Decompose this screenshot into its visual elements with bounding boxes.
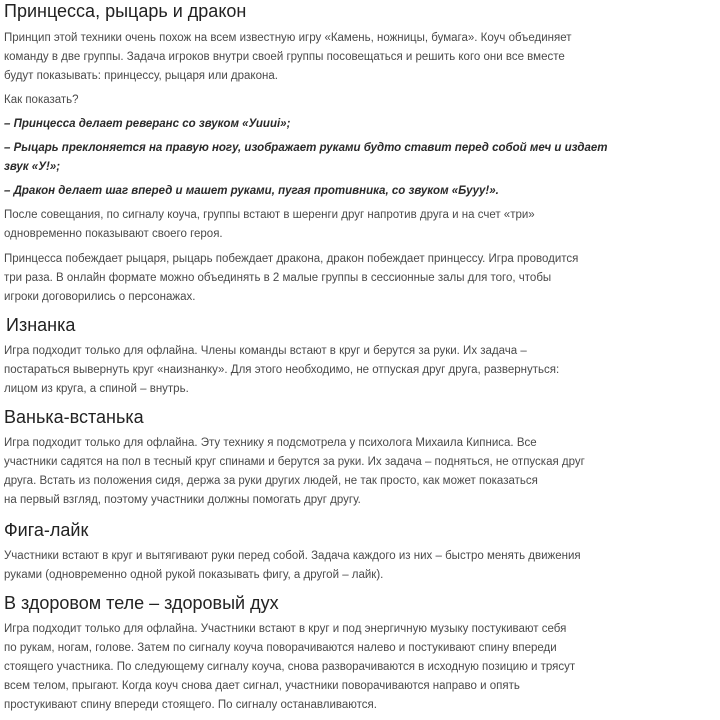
- text-line: – Рыцарь преклоняется на правую ногу, изображает руками будто ставит перед собой меч и издает: [4, 142, 608, 154]
- paragraph-intro: [4, 29, 720, 86]
- text-line: – Дракон делает шаг вперед и машет руками, пугая противника, со звуком «Бууу!».: [4, 185, 499, 197]
- text-line: лицом из круга, а спиной – внутрь.: [4, 383, 189, 395]
- text-line: на первый взгляд, поэтому участники должны помогать друг другу.: [4, 494, 361, 506]
- text-line: Как показать?: [4, 94, 79, 106]
- bullet-dragon: [4, 182, 720, 201]
- paragraph-rules: [4, 250, 720, 307]
- text-line: звук «У!»;: [4, 161, 61, 173]
- text-line: участники садятся на пол в тесный круг спинами и берутся за руки. Их задача – подняться, не отпуская друг: [4, 456, 585, 468]
- text-line: Игра подходит только для офлайна. Участники встают в круг и под энергичную музыку постукивают себя: [4, 623, 567, 635]
- paragraph-fig-like: [4, 547, 720, 585]
- text-line: по рукам, ногам, голове. Затем по сигналу коуча поворачиваются налево и постукивают спину впереди: [4, 642, 557, 654]
- text-line: игроки договорились о персонажах.: [4, 291, 196, 303]
- paragraph-how: [4, 91, 720, 110]
- text-line: стоящего участника. По следующему сигналу коуча, снова разворачиваются в исходную позицию и трясут: [4, 661, 576, 673]
- section-title-princess: Принцесса, рыцарь и дракон: [4, 1, 247, 21]
- section-title-roly-poly: Ванька-встанька: [4, 407, 144, 427]
- bullet-knight: [4, 139, 720, 177]
- paragraph-signal: [4, 206, 720, 244]
- text-line: команду в две группы. Задача игроков внутри своей группы посовещаться и решить кого они все вместе: [4, 51, 565, 63]
- paragraph-roly-poly: [4, 434, 720, 510]
- text-line: всем телом, прыгают. Когда коуч снова дает сигнал, участники поворачиваются направо и опять: [4, 680, 520, 692]
- text-line: Игра подходит только для офлайна. Члены команды встают в круг и берутся за руки. Их задача –: [4, 345, 527, 357]
- text-line: друга. Встать из положения сидя, держа за руки других людей, не так просто, как может показаться: [4, 475, 538, 487]
- section-title-healthy-body: В здоровом теле – здоровый дух: [4, 593, 279, 613]
- text-line: Принцесса побеждает рыцаря, рыцарь побеждает дракона, дракон побеждает принцессу. Игра проводится: [4, 253, 579, 265]
- text-line: – Принцесса делает реверанс со звуком «Уиииi»;: [4, 118, 291, 130]
- bullet-princess: [4, 115, 720, 134]
- text-line: руками (одновременно одной рукой показывать фигу, а другой – лайк).: [4, 569, 384, 581]
- paragraph-healthy-body: [4, 620, 720, 715]
- text-line: После совещания, по сигналу коуча, группы встают в шеренги друг напротив друга и на счет «три»: [4, 209, 535, 221]
- text-line: постараться вывернуть круг «наизнанку». Для этого необходимо, не отпуская друг друга, развернуться:: [4, 364, 560, 376]
- text-line: простукивают спину впереди стоящего. По сигналу останавливаются.: [4, 699, 377, 711]
- text-line: будут показывать: принцессу, рыцаря или дракона.: [4, 70, 278, 82]
- text-line: Принцип этой техники очень похож на всем известную игру «Камень, ножницы, бумага». Коуч объединяет: [4, 32, 572, 44]
- text-line: Участники встают в круг и вытягивают руки перед собой. Задача каждого из них – быстро менять движения: [4, 550, 581, 562]
- text-line: три раза. В онлайн формате можно объединять в 2 малые группы в сессионные залы для того, чтобы: [4, 272, 552, 284]
- section-title-fig-like: Фига-лайк: [4, 520, 89, 540]
- paragraph-inside-out: [4, 342, 720, 399]
- text-line: одновременно показывают своего героя.: [4, 228, 223, 240]
- text-line: Игра подходит только для офлайна. Эту технику я подсмотрела у психолога Михаила Кипниса. Все: [4, 437, 537, 449]
- section-title-inside-out: Изнанка: [6, 315, 76, 335]
